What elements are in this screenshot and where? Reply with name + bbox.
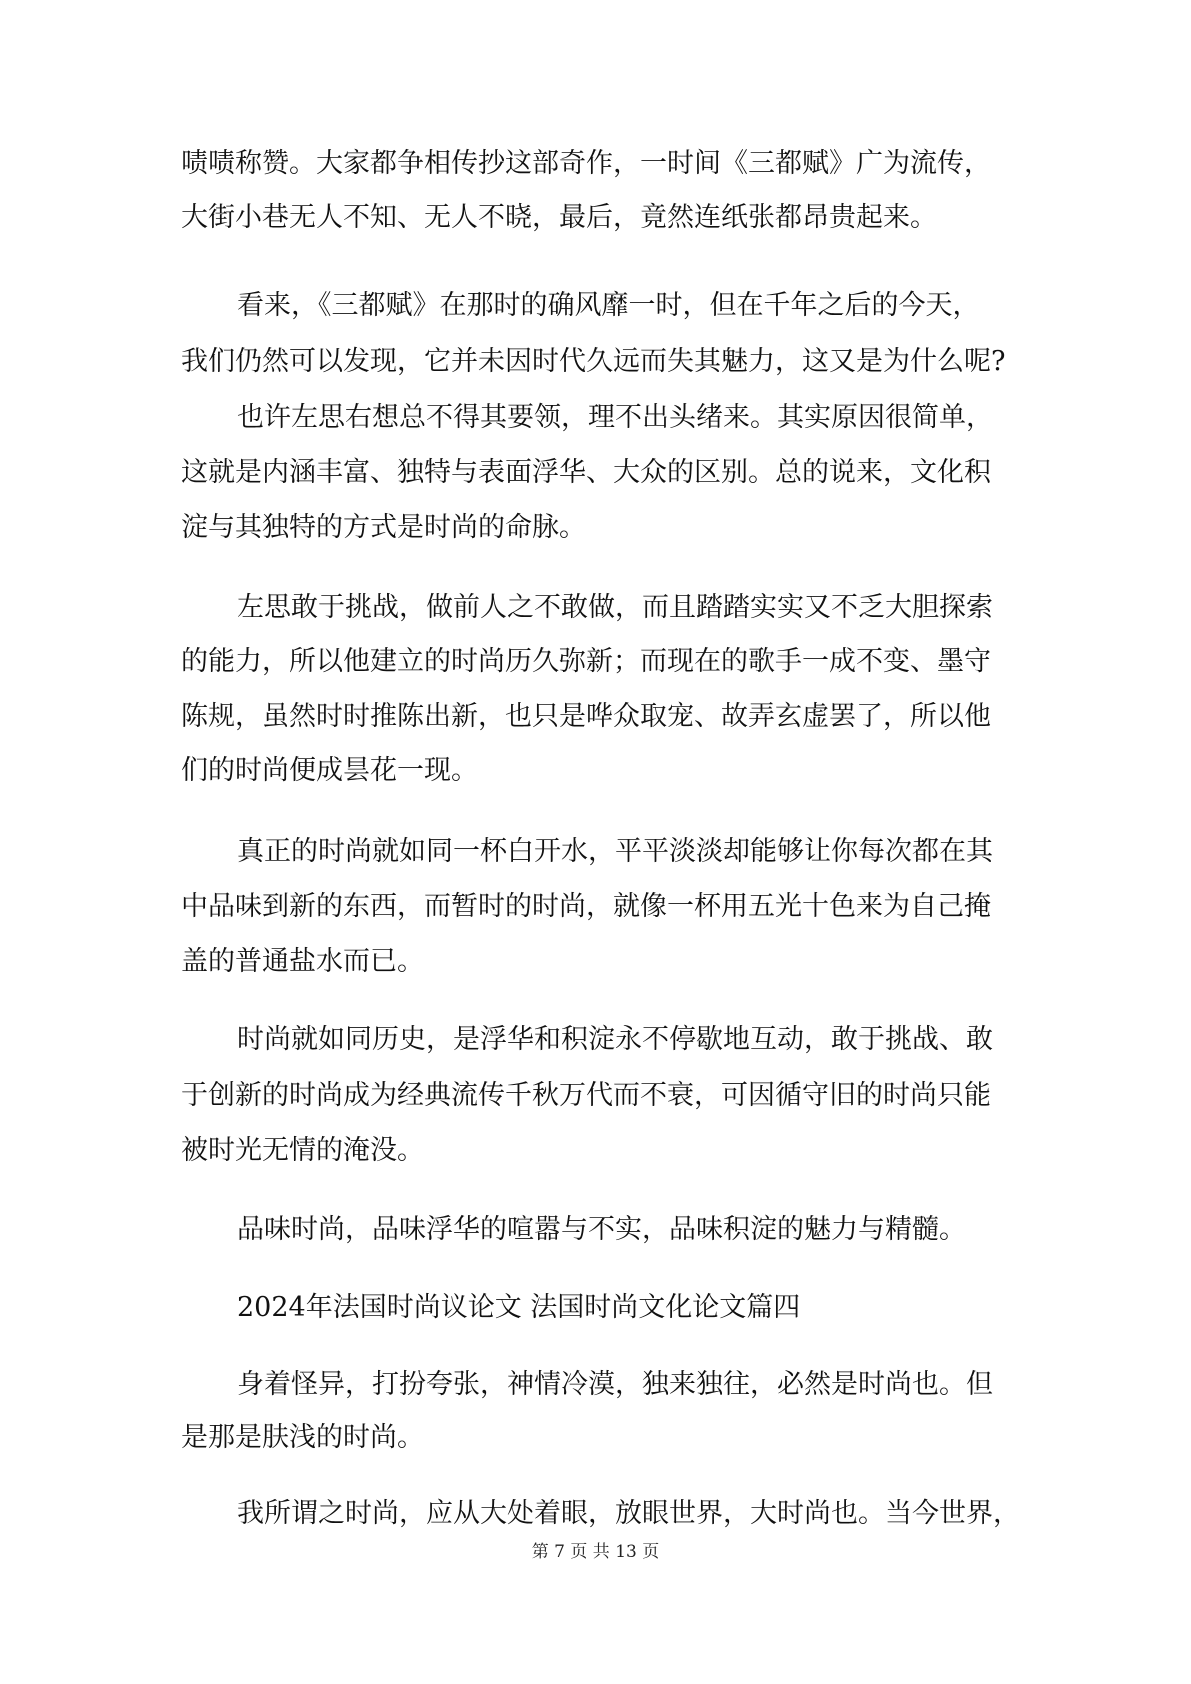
text-line: 于创新的时尚成为经典流传千秋万代而不衰，可因循守旧的时尚只能: [181, 1080, 991, 1111]
paragraph-first-line: 时尚就如同历史，是浮华和积淀永不停歇地互动，敢于挑战、敢: [237, 1024, 993, 1055]
text-line: 中品味到新的东西，而暂时的时尚，就像一杯用五光十色来为自己掩: [181, 891, 991, 922]
text-line: 陈规，虽然时时推陈出新，也只是哗众取宠、故弄玄虚罢了，所以他: [181, 701, 991, 732]
paragraph-first-line: 也许左思右想总不得其要领，理不出头绪来。其实原因很简单，: [237, 402, 993, 433]
paragraph-first-line: 身着怪异，打扮夸张，神情冷漠，独来独往，必然是时尚也。但: [237, 1369, 993, 1400]
paragraph-first-line: 品味时尚，品味浮华的喧嚣与不实，品味积淀的魅力与精髓。: [237, 1214, 966, 1245]
text-line: 淀与其独特的方式是时尚的命脉。: [181, 512, 586, 543]
paragraph-first-line: 左思敢于挑战，做前人之不敢做，而且踏踏实实又不乏大胆探索: [237, 592, 993, 623]
text-line: 盖的普通盐水而已。: [181, 946, 424, 977]
text-line: 的能力，所以他建立的时尚历久弥新；而现在的歌手一成不变、墨守: [181, 646, 991, 677]
paragraph-first-line: 真正的时尚就如同一杯白开水，平平淡淡却能够让你每次都在其: [237, 836, 993, 867]
text-line: 我们仍然可以发现，它并未因时代久远而失其魅力，这又是为什么呢?: [181, 346, 1006, 377]
text-line: 们的时尚便成昙花一现。: [181, 755, 478, 786]
paragraph-first-line: 我所谓之时尚，应从大处着眼，放眼世界，大时尚也。当今世界，: [237, 1498, 1020, 1529]
section-heading: 2024年法国时尚议论文 法国时尚文化论文篇四: [237, 1292, 801, 1323]
text-line: 是那是肤浅的时尚。: [181, 1422, 424, 1453]
text-line: 大街小巷无人不知、无人不晓，最后，竟然连纸张都昂贵起来。: [181, 202, 937, 233]
text-line: 这就是内涵丰富、独特与表面浮华、大众的区别。总的说来，文化积: [181, 457, 991, 488]
paragraph-first-line: 看来，《三都赋》在那时的确风靡一时，但在千年之后的今天，: [237, 290, 980, 321]
text-line: 啧啧称赞。大家都争相传抄这部奇作，一时间《三都赋》广为流传，: [181, 148, 991, 179]
page-number-footer: 第 7 页 共 13 页: [531, 1542, 660, 1562]
text-line: 被时光无情的淹没。: [181, 1135, 424, 1166]
